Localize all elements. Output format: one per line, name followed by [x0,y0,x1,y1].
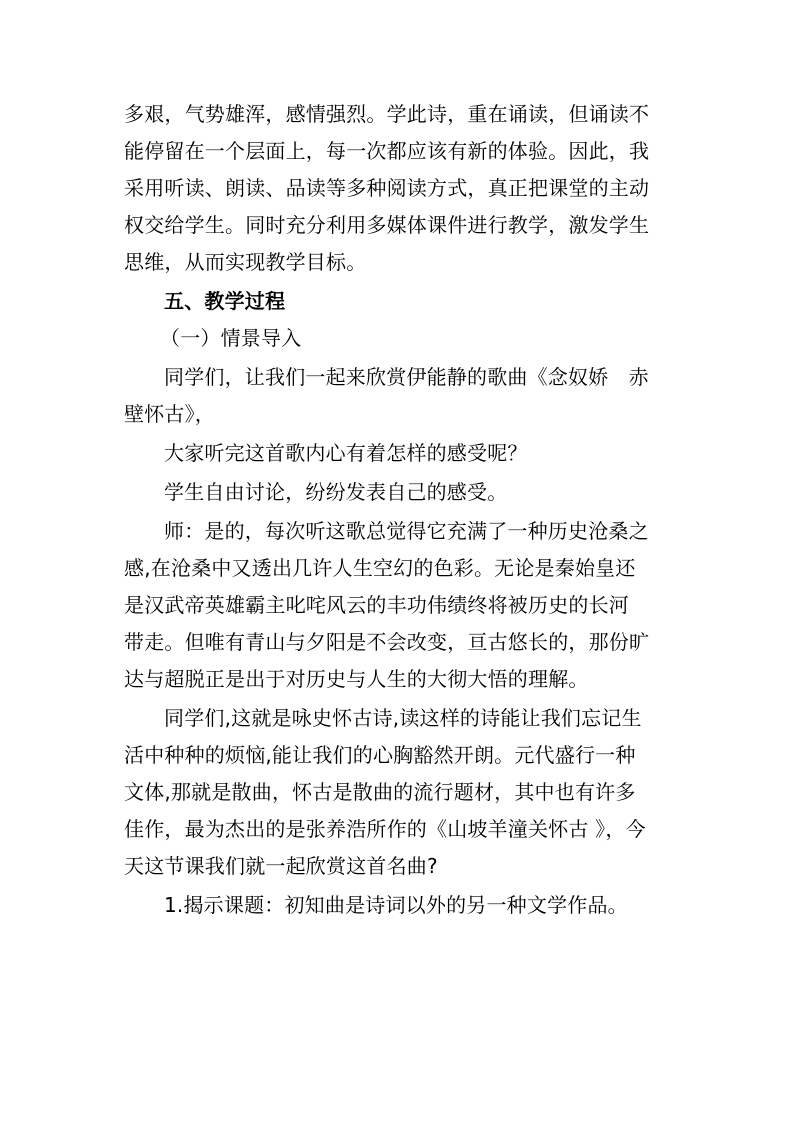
sub-heading: （一）情景导入 [160,326,302,350]
text-line: 带走。但唯有青山与夕阳是不会改变，亘古悠长的，那份旷 [124,630,650,654]
paragraph-closing [124,700,684,885]
text-line: 权交给学生。同时充分利用多媒体课件进行教学，激发学生 [124,213,650,237]
text-line: 是汉武帝英雄霸主叱咤风云的丰功伟绩终将被历史的长河 [124,593,629,617]
text-line: 同学们,这就是咏史怀古诗,读这样的诗能让我们忘记生 [164,706,642,730]
paragraph-question: 大家听完这首歌内心有着怎样的感受呢？ [164,441,528,465]
text-line: 壁怀古》， [124,402,215,426]
section-heading: 五、教学过程 [164,289,286,313]
text-line: 思维，从而实现教学目标。 [124,250,367,274]
text-line: 天这节课我们就一起欣赏这首名曲? [124,854,438,878]
text-line: 佳作，最为杰出的是张养浩所作的《山坡羊潼关怀古 》，今 [124,817,646,841]
paragraph-teacher [124,513,684,698]
text-line: 活中种种的烦恼,能让我们的心胸豁然开朗。元代盛行一种 [124,743,636,767]
text-line: 师：是的，每次听这歌总觉得它充满了一种历史沧桑之 [164,519,649,543]
text-line: 能停留在一个层面上，每一次都应该有新的体验。因此，我 [124,139,650,163]
text-line: 同学们，让我们一起来欣赏伊能静的歌曲《念奴娇 赤 [164,365,649,389]
text-line: 达与超脱正是出于对历史与人生的大彻大悟的理解。 [124,667,589,691]
paragraph-students: 学生自由讨论，纷纷发表自己的感受。 [164,480,508,504]
text-line: 感,在沧桑中又透出几许人生空幻的色彩。无论是秦始皇还 [124,556,636,580]
text-line: 采用听读、朗读、品读等多种阅读方式，真正把课堂的主动 [124,176,650,200]
list-item-1: 1.揭示课题：初知曲是诗词以外的另一种文学作品。 [164,893,628,917]
text-line: 文体,那就是散曲，怀古是散曲的流行题材，其中也有许多 [124,780,636,804]
document-body [124,96,684,924]
paragraph-teaching-method [124,96,684,281]
text-line: 多艰，气势雄浑，感情强烈。学此诗，重在诵读，但诵读不 [124,102,650,126]
paragraph-intro [124,359,684,433]
